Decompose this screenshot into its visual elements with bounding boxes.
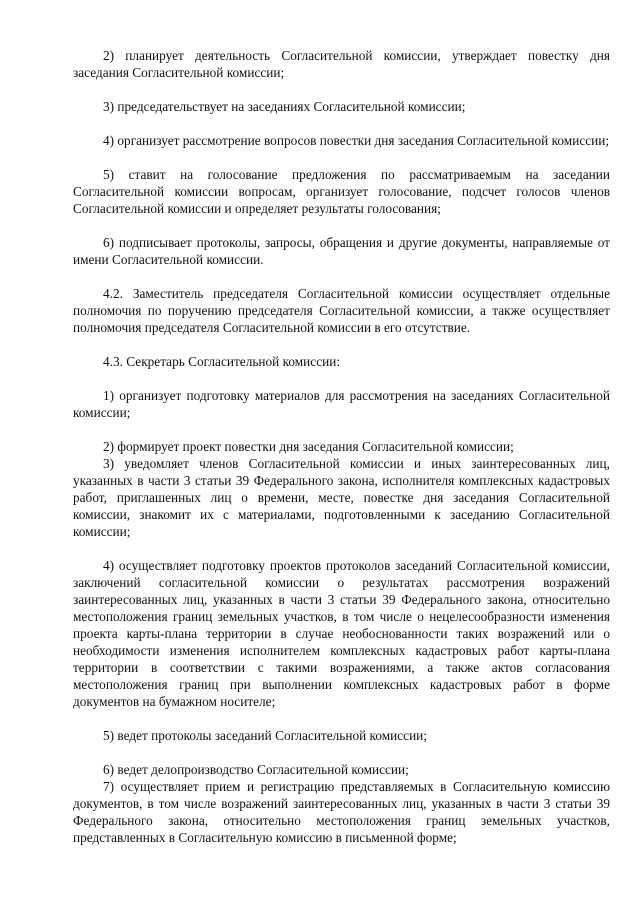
paragraph-section-4-3: 4.3. Секретарь Согласительной комиссии: <box>103 354 341 369</box>
paragraph-chair-duty-5: 5) ставит на голосование предложения по рассматриваемым на заседании Согласительной комиссии вопросам, организует голосование, подсчет голосов членов Согласительной комиссии и определяет результаты голосования; <box>73 167 610 216</box>
paragraph-secretary-duty-1: 1) организует подготовку материалов для рассмотрения на заседаниях Согласительной комиссии; <box>73 388 610 420</box>
paragraph-chair-duty-3: 3) председательствует на заседаниях Согласительной комиссии; <box>103 99 466 114</box>
paragraph-secretary-duty-3: 3) уведомляет членов Согласительной комиссии и иных заинтересованных лиц, указанных в части 3 статьи 39 Федерального закона, исполнителя комплексных кадастровых работ, приглашенных лиц о времени, месте, повестке дня заседания Согласительной комиссии, знакомит их с материалами, подготовленными к заседанию Согласительной комиссии; <box>73 456 610 539</box>
paragraph-secretary-duty-5: 5) ведет протоколы заседаний Согласительной комиссии; <box>103 728 427 743</box>
paragraph-secretary-duty-7: 7) осуществляет прием и регистрацию представляемых в Согласительную комиссию документов, в том числе возражений заинтересованных лиц, указанных в части 3 статьи 39 Федерального закона, относительно местоположения границ земельных участков, представленных в Согласительную комиссию в письменной форме; <box>73 779 610 845</box>
paragraph-chair-duty-6: 6) подписывает протоколы, запросы, обращения и другие документы, направляемые от имени Согласительной комиссии. <box>73 235 610 267</box>
paragraph-secretary-duty-4: 4) осуществляет подготовку проектов протоколов заседаний Согласительной комиссии, заключений согласительной комиссии о результатах рассмотрения возражений заинтересованных лиц, указанных в части 3 статьи 39 Федерального закона, относительно местоположения границ земельных участков, в том числе о нецелесообразности изменения проекта карты-плана территории в случае необоснованности таких возражений или о необходимости изменения исполнителем комплексных кадастровых работ карты-плана территории в соответствии с такими возражениями, а также актов согласования местоположения границ при выполнении комплексных кадастровых работ в форме документов на бумажном носителе; <box>73 558 610 709</box>
paragraph-secretary-duty-6: 6) ведет делопроизводство Согласительной комиссии; <box>103 762 409 777</box>
paragraph-secretary-duty-2: 2) формирует проект повестки дня заседания Согласительной комиссии; <box>103 439 514 454</box>
paragraph-section-4-2: 4.2. Заместитель председателя Согласительной комиссии осуществляет отдельные полномочия по поручению председателя Согласительной комиссии, а также осуществляет полномочия председателя Согласительной комиссии в его отсутствие. <box>73 286 610 335</box>
document-page <box>73 47 610 846</box>
paragraph-chair-duty-2: 2) планирует деятельность Согласительной комиссии, утверждает повестку дня заседания Согласительной комиссии; <box>73 48 610 80</box>
paragraph-chair-duty-4: 4) организует рассмотрение вопросов повестки дня заседания Согласительной комиссии; <box>103 133 610 148</box>
